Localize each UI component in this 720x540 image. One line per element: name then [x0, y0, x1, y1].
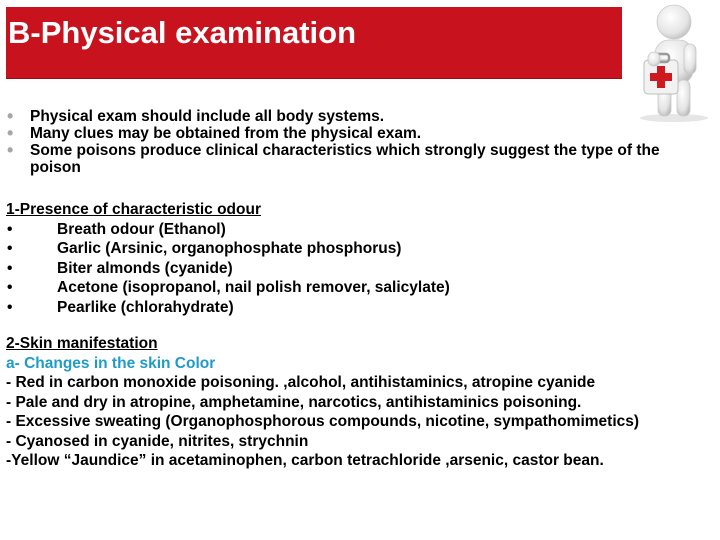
odour-heading: 1-Presence of characteristic odour [6, 201, 261, 218]
list-item: • Garlic (Arsinic, organophosphate phosphorus) [7, 240, 402, 257]
bullet-dot-icon: • [7, 298, 13, 316]
list-item: • Biter almonds (cyanide) [7, 259, 233, 277]
title-bar [6, 7, 622, 79]
list-item: • Breath odour (Ethanol) [7, 220, 226, 238]
list-item: - Pale and dry in atropine, amphetamine, narcotics, antihistaminics poisoning. [6, 393, 582, 411]
list-item: • Many clues may be obtained from the physical exam. [7, 123, 422, 143]
bullet-dot-icon: • [7, 220, 13, 238]
list-item: • Physical exam should include all body systems. [7, 106, 385, 126]
list-item: - Cyanosed in cyanide, nitrites, strychnin [6, 432, 309, 450]
bullet-dot-icon: • [7, 279, 13, 296]
list-item: - Excessive sweating (Organophosphorous compounds, nicotine, sympathomimetics) [6, 413, 640, 430]
bullet-dot-icon: • [7, 259, 13, 277]
bullet-dot-icon: • [7, 240, 13, 257]
list-item: • Acetone (isopropanol, nail polish remover, salicylate) [7, 279, 450, 296]
list-item: • Some poisons produce clinical characteristics which strongly suggest the type of the poison [7, 140, 660, 176]
skin-heading: 2-Skin manifestation [6, 335, 158, 352]
list-item: -Yellow “Jaundice” in acetaminophen, carbon tetrachloride ,arsenic, castor bean. [6, 452, 604, 469]
bullet-dot-icon: • [7, 106, 14, 126]
list-item: • Pearlike (chlorahydrate) [7, 298, 234, 316]
intro-bullet-list [6, 108, 706, 176]
skin-section [6, 334, 716, 471]
list-item: - Red in carbon monoxide poisoning. ,alcohol, antihistaminics, atropine cyanide [6, 374, 596, 391]
bullet-dot-icon: • [7, 123, 14, 143]
odour-section [6, 200, 716, 317]
bullet-dot-icon: • [7, 140, 14, 160]
slide-title: B-Physical examination [8, 15, 357, 50]
skin-subheading: a- Changes in the skin Color [6, 354, 216, 372]
first-aid-figure-icon [622, 2, 718, 122]
